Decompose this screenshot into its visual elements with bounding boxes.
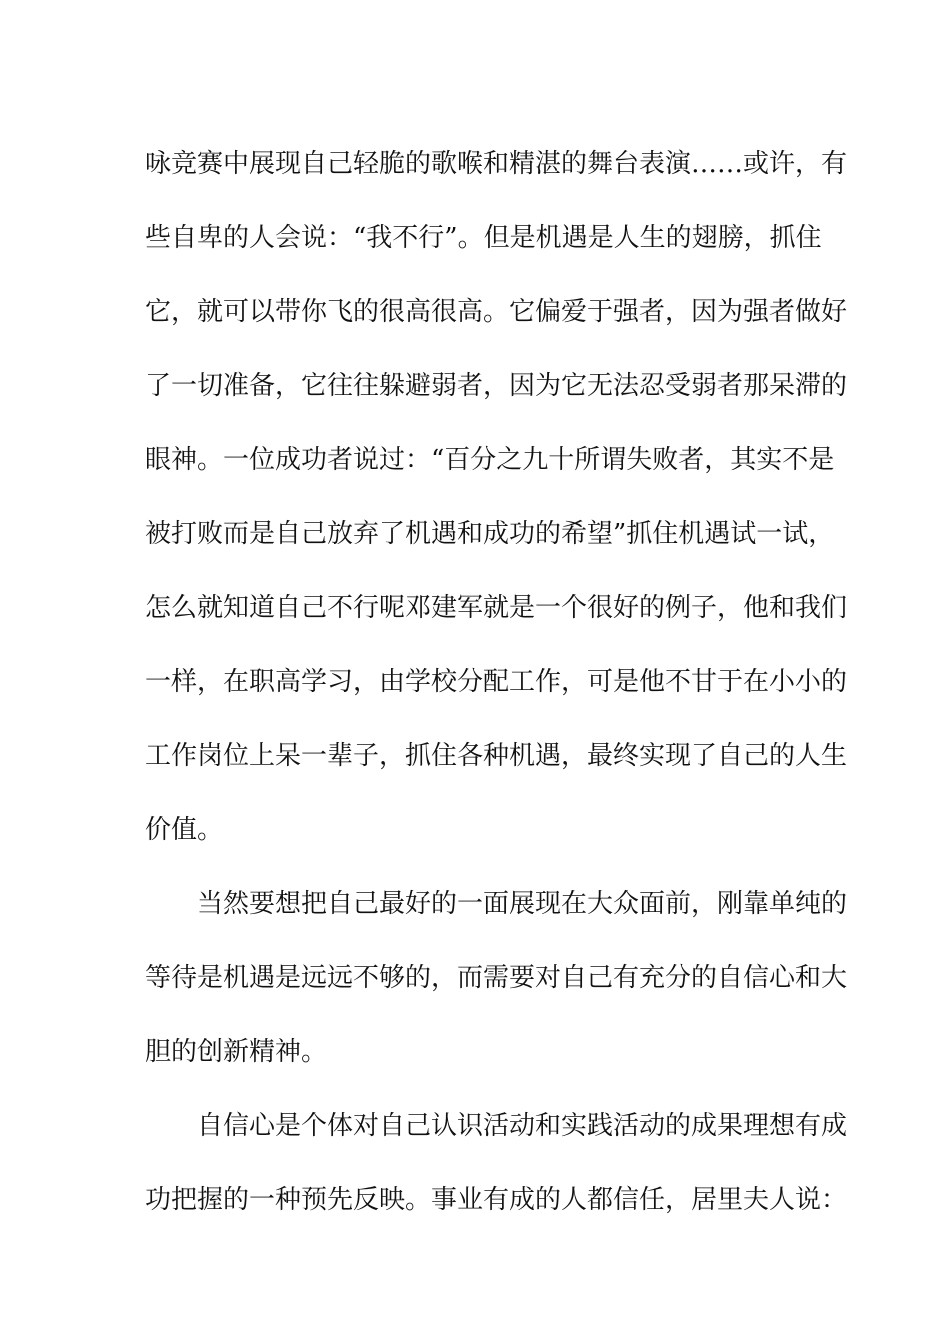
text-line: 一样，在职高学习，由学校分配工作，可是他不甘于在小小的	[145, 667, 848, 697]
text-line: 价值。	[145, 815, 224, 845]
text-line: 胆的创新精神。	[145, 1037, 328, 1067]
text-line: 眼神。一位成功者说过：“百分之九十所谓失败者，其实不是	[145, 445, 835, 475]
paragraph-3	[145, 1089, 848, 1237]
text-line: 怎么就知道自己不行呢邓建军就是一个很好的例子，他和我们	[145, 593, 848, 623]
text-line: 被打败而是自己放弃了机遇和成功的希望”抓住机遇试一试，	[145, 519, 835, 549]
text-line: 它，就可以带你飞的很高很高。它偏爱于强者，因为强者做好	[145, 297, 848, 327]
text-line: 咏竞赛中展现自己轻脆的歌喉和精湛的舞台表演……或许，有	[145, 149, 848, 179]
text-line: 自信心是个体对自己认识活动和实践活动的成果理想有成	[197, 1111, 848, 1141]
text-line: 工作岗位上呆一辈子，抓住各种机遇，最终实现了自己的人生	[145, 741, 848, 771]
body-text	[145, 127, 848, 1237]
text-line: 了一切准备，它往往躲避弱者，因为它无法忍受弱者那呆滞的	[145, 371, 848, 401]
text-line: 等待是机遇是远远不够的，而需要对自己有充分的自信心和大	[145, 963, 848, 993]
text-line: 当然要想把自己最好的一面展现在大众面前，刚靠单纯的	[197, 889, 848, 919]
text-line: 些自卑的人会说：“我不行”。但是机遇是人生的翅膀，抓住	[145, 223, 822, 253]
paragraph-2	[145, 867, 848, 1089]
text-line: 功把握的一种预先反映。事业有成的人都信任，居里夫人说：	[145, 1185, 848, 1215]
paragraph-1	[145, 127, 848, 867]
